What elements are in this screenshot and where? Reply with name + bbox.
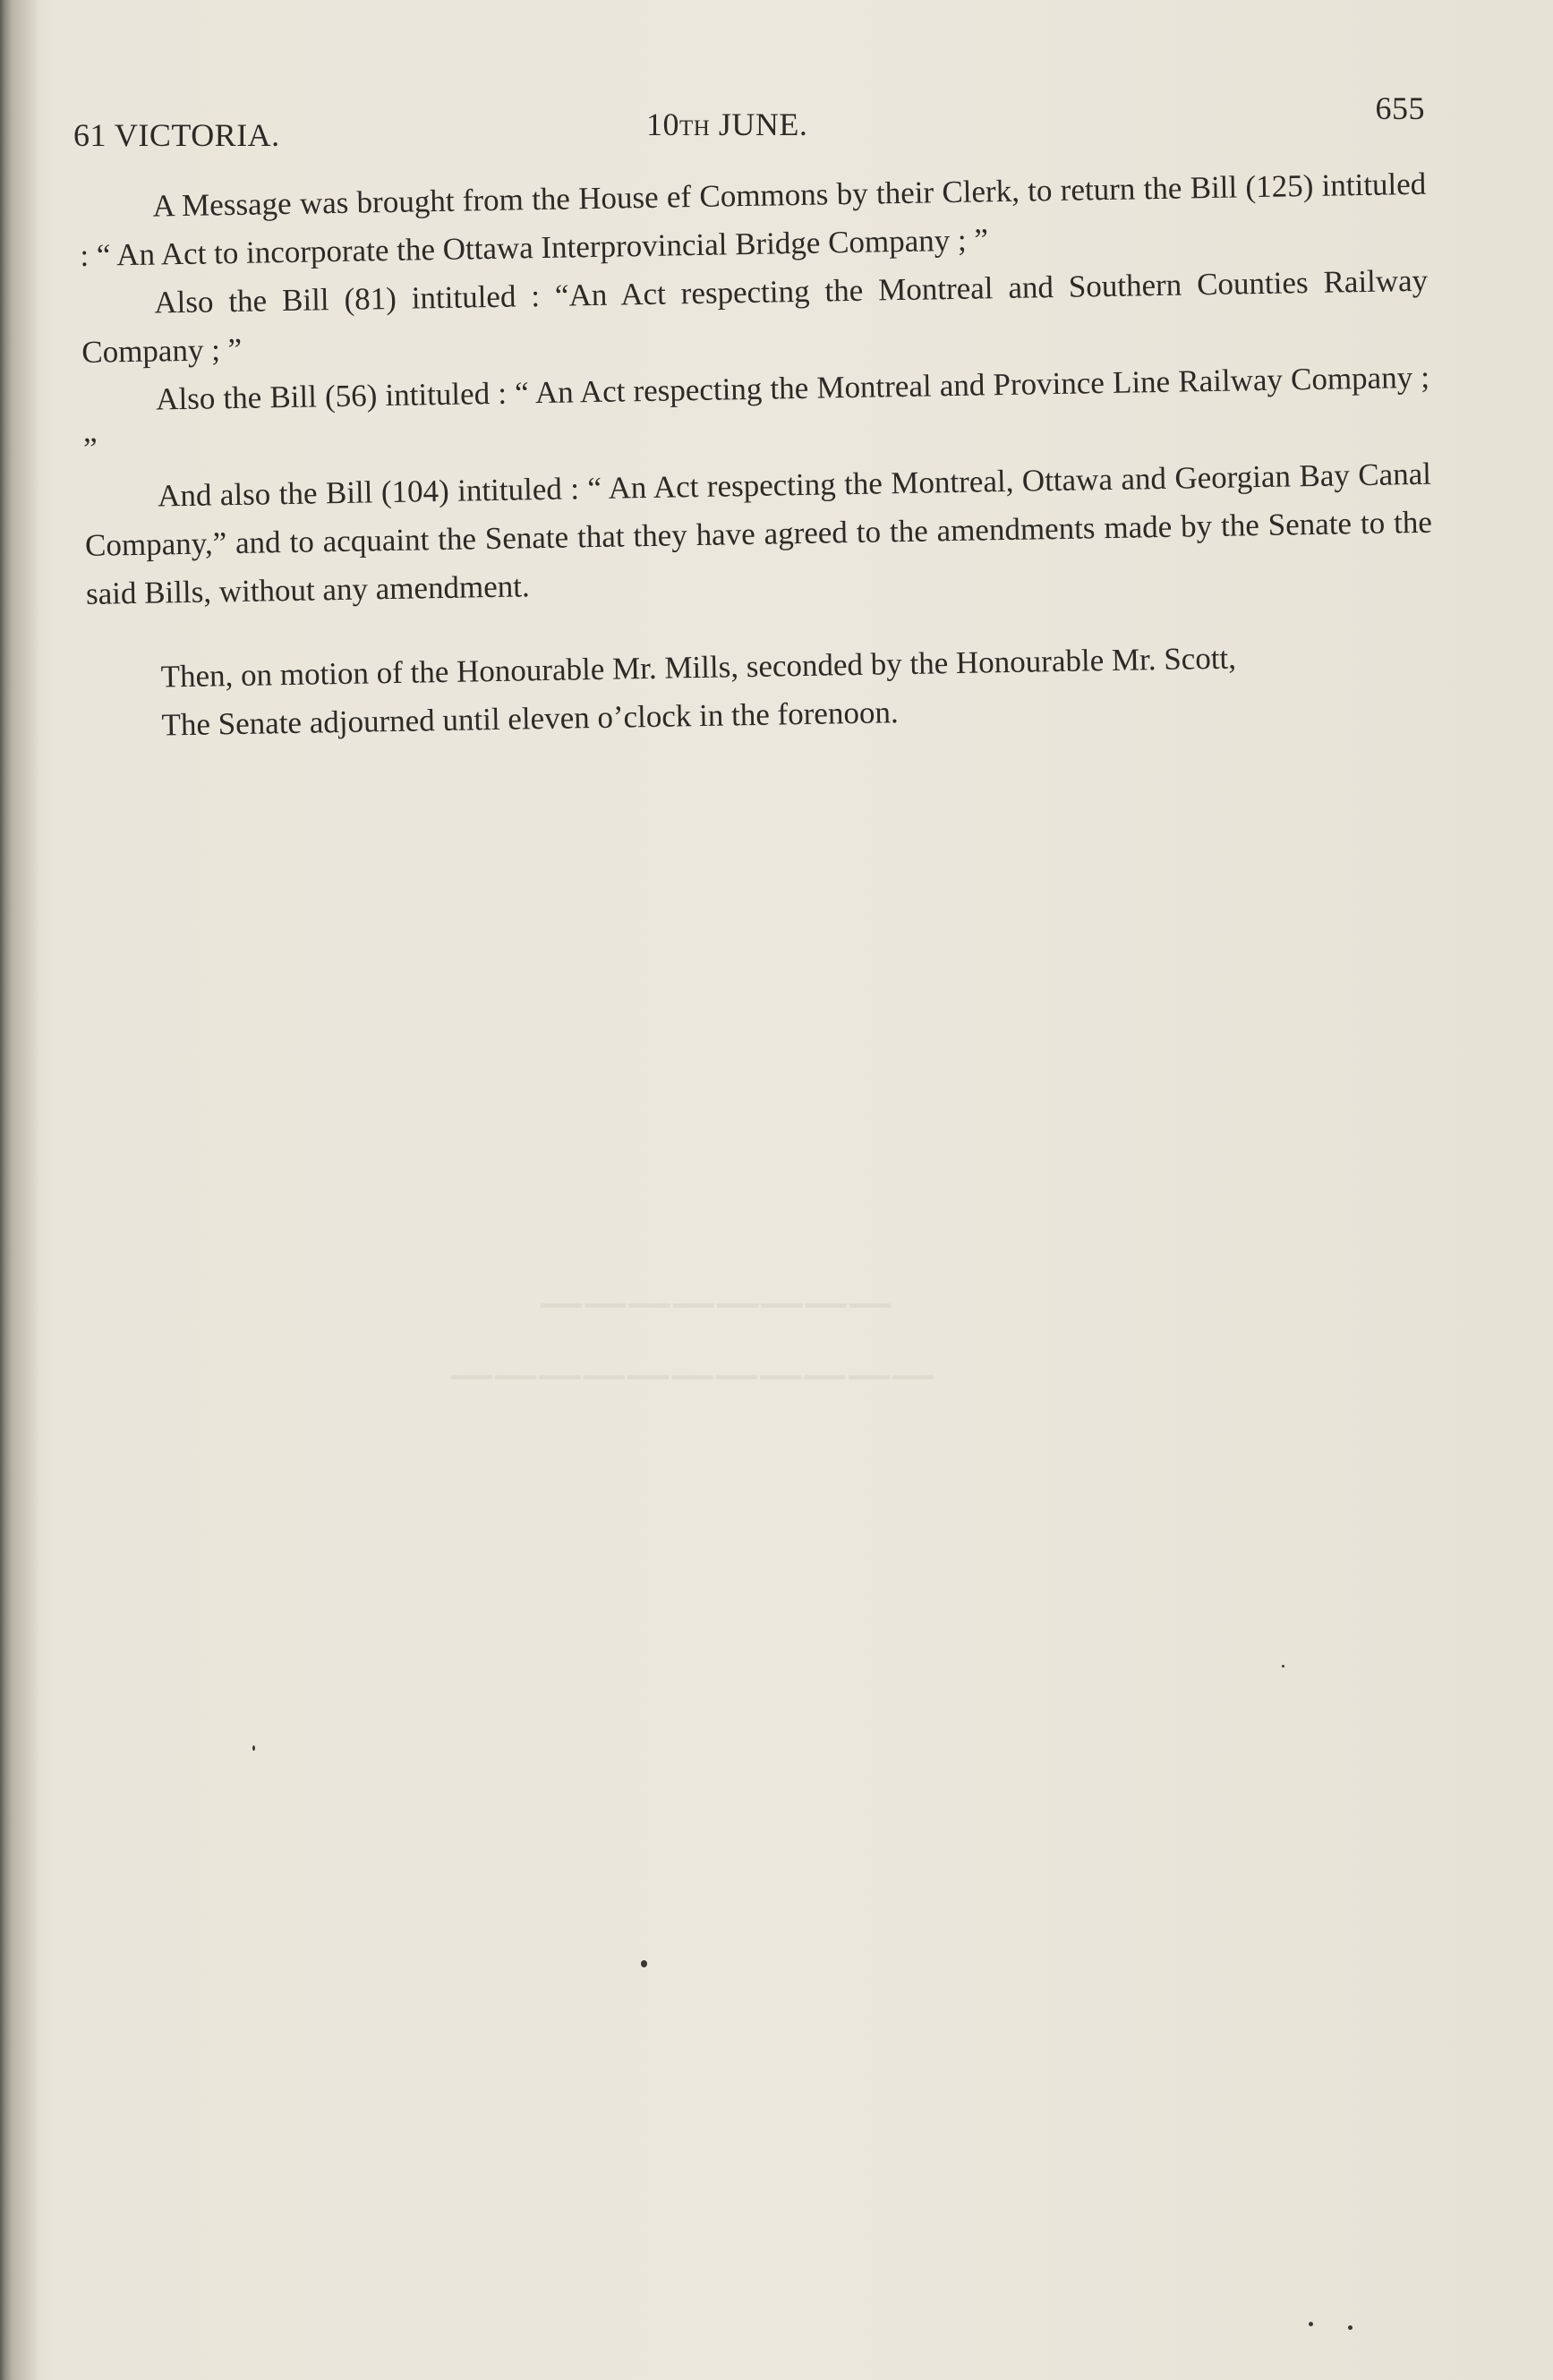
paper-speck: [1309, 2322, 1313, 2326]
paragraph-bill-104: And also the Bill (104) intituled : “ An Act respecting the Montreal, Ottawa and Georgian Bay Canal Company,” and to acquaint the Senate that they have agreed to the amendments made by the Senate to the said Bills, without any amendment.: [84, 456, 1433, 611]
paper-speck: [1282, 1665, 1284, 1668]
paper-speck: [641, 1960, 647, 1967]
paragraph-bill-56: Also the Bill (56) intituled : “ An Act respecting the Montreal and Province Line Railway Company ; ”: [82, 359, 1430, 466]
paragraph-bill-81: Also the Bill (81) intituled : “An Act respecting the Montreal and Southern Counties Railway Company ; ”: [81, 262, 1429, 370]
running-header: [73, 90, 1425, 159]
bleed-through-mark: ────────: [537, 1272, 891, 1335]
book-binding-edge: [0, 0, 13, 2380]
bleed-through-mark: ───────────: [448, 1344, 934, 1407]
paragraph-motion: Then, on motion of the Honourable Mr. Mills, seconded by the Honourable Mr. Scott,: [160, 640, 1237, 695]
header-session: 61 VICTORIA.: [73, 117, 280, 153]
header-date: 10th JUNE.: [646, 107, 808, 142]
binding-shadow: [13, 0, 39, 2380]
paragraph-adjournment: The Senate adjourned until eleven o’clock in the forenoon.: [161, 695, 899, 743]
journal-entry: [79, 160, 1436, 751]
paper-speck: [252, 1745, 255, 1751]
paper-speck: [1348, 2325, 1352, 2330]
paragraph-message: A Message was brought from the House ef Commons by their Clerk, to return the Bill (125) intituled : “ An Act to incorporate the Ottawa Interprovincial Bridge Company ; ”: [80, 166, 1427, 273]
page-number: 655: [1375, 90, 1425, 126]
